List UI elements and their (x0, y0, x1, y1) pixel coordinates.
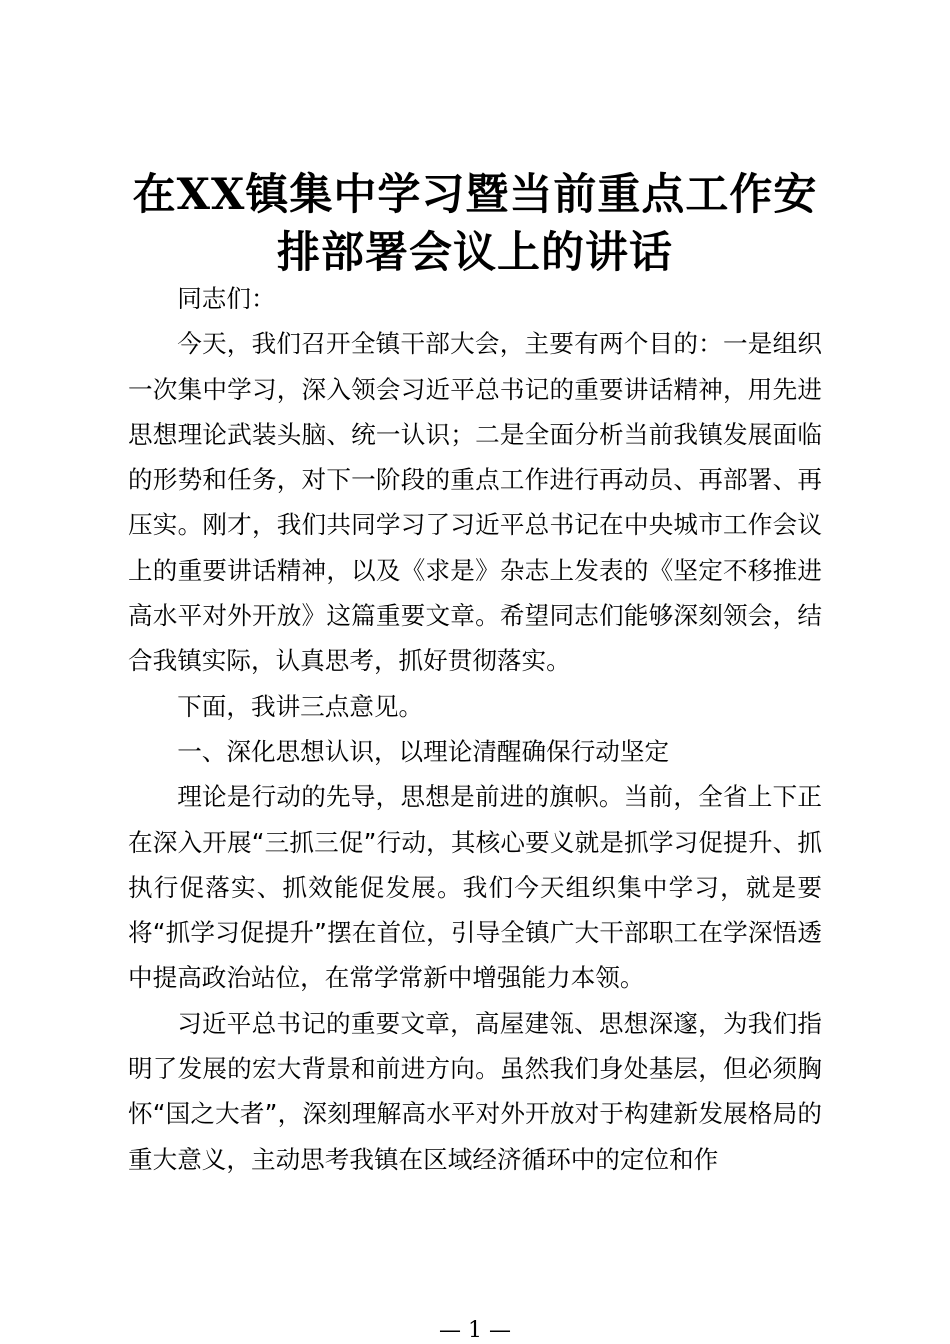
paragraph-intro: 今天，我们召开全镇干部大会，主要有两个目的：一是组织一次集中学习，深入领会习近平总书记的重要讲话精神，用先进思想理论武装头脑、统一认识；二是全面分析当前我镇发展面临的形势和任务，对下一阶段的重点工作进行再动员、再部署、再压实。刚才，我们共同学习了习近平总书记在中央城市工作会议上的重要讲话精神，以及《求是》杂志上发表的《坚定不移推进高水平对外开放》这篇重要文章。希望同志们能够深刻领会，结合我镇实际，认真思考，抓好贯彻落实。 (128, 329, 822, 676)
document-body (128, 276, 822, 1182)
page-number: — 1 — (439, 1318, 511, 1343)
section-paragraph-1: 理论是行动的先导，思想是前进的旗帜。当前，全省上下正在深入开展“三抓三促”行动，其核心要义就是抓学习促提升、抓执行促落实、抓效能促发展。我们今天组织集中学习，就是要将“抓学习促提升”摆在首位，引导全镇广大干部职工在学深悟透中提高政治站位，在常学常新中增强能力本领。 (128, 782, 822, 993)
document-title: 在XX镇集中学习暨当前重点工作安排部署会议上的讲话 (132, 170, 818, 278)
section-heading: 一、深化思想认识，以理论清醒确保行动坚定 (177, 736, 670, 766)
salutation: 同志们： (177, 284, 276, 313)
section-paragraph-2: 习近平总书记的重要文章，高屋建瓴、思想深邃，为我们指明了发展的宏大背景和前进方向。虽然我们身处基层，但必须胸怀“国之大者”，深刻理解高水平对外开放对于构建新发展格局的重大意义，主动思考我镇在区域经济循环中的定位和作 (128, 1008, 822, 1174)
paragraph-outline: 下面，我讲三点意见。 (177, 691, 424, 721)
